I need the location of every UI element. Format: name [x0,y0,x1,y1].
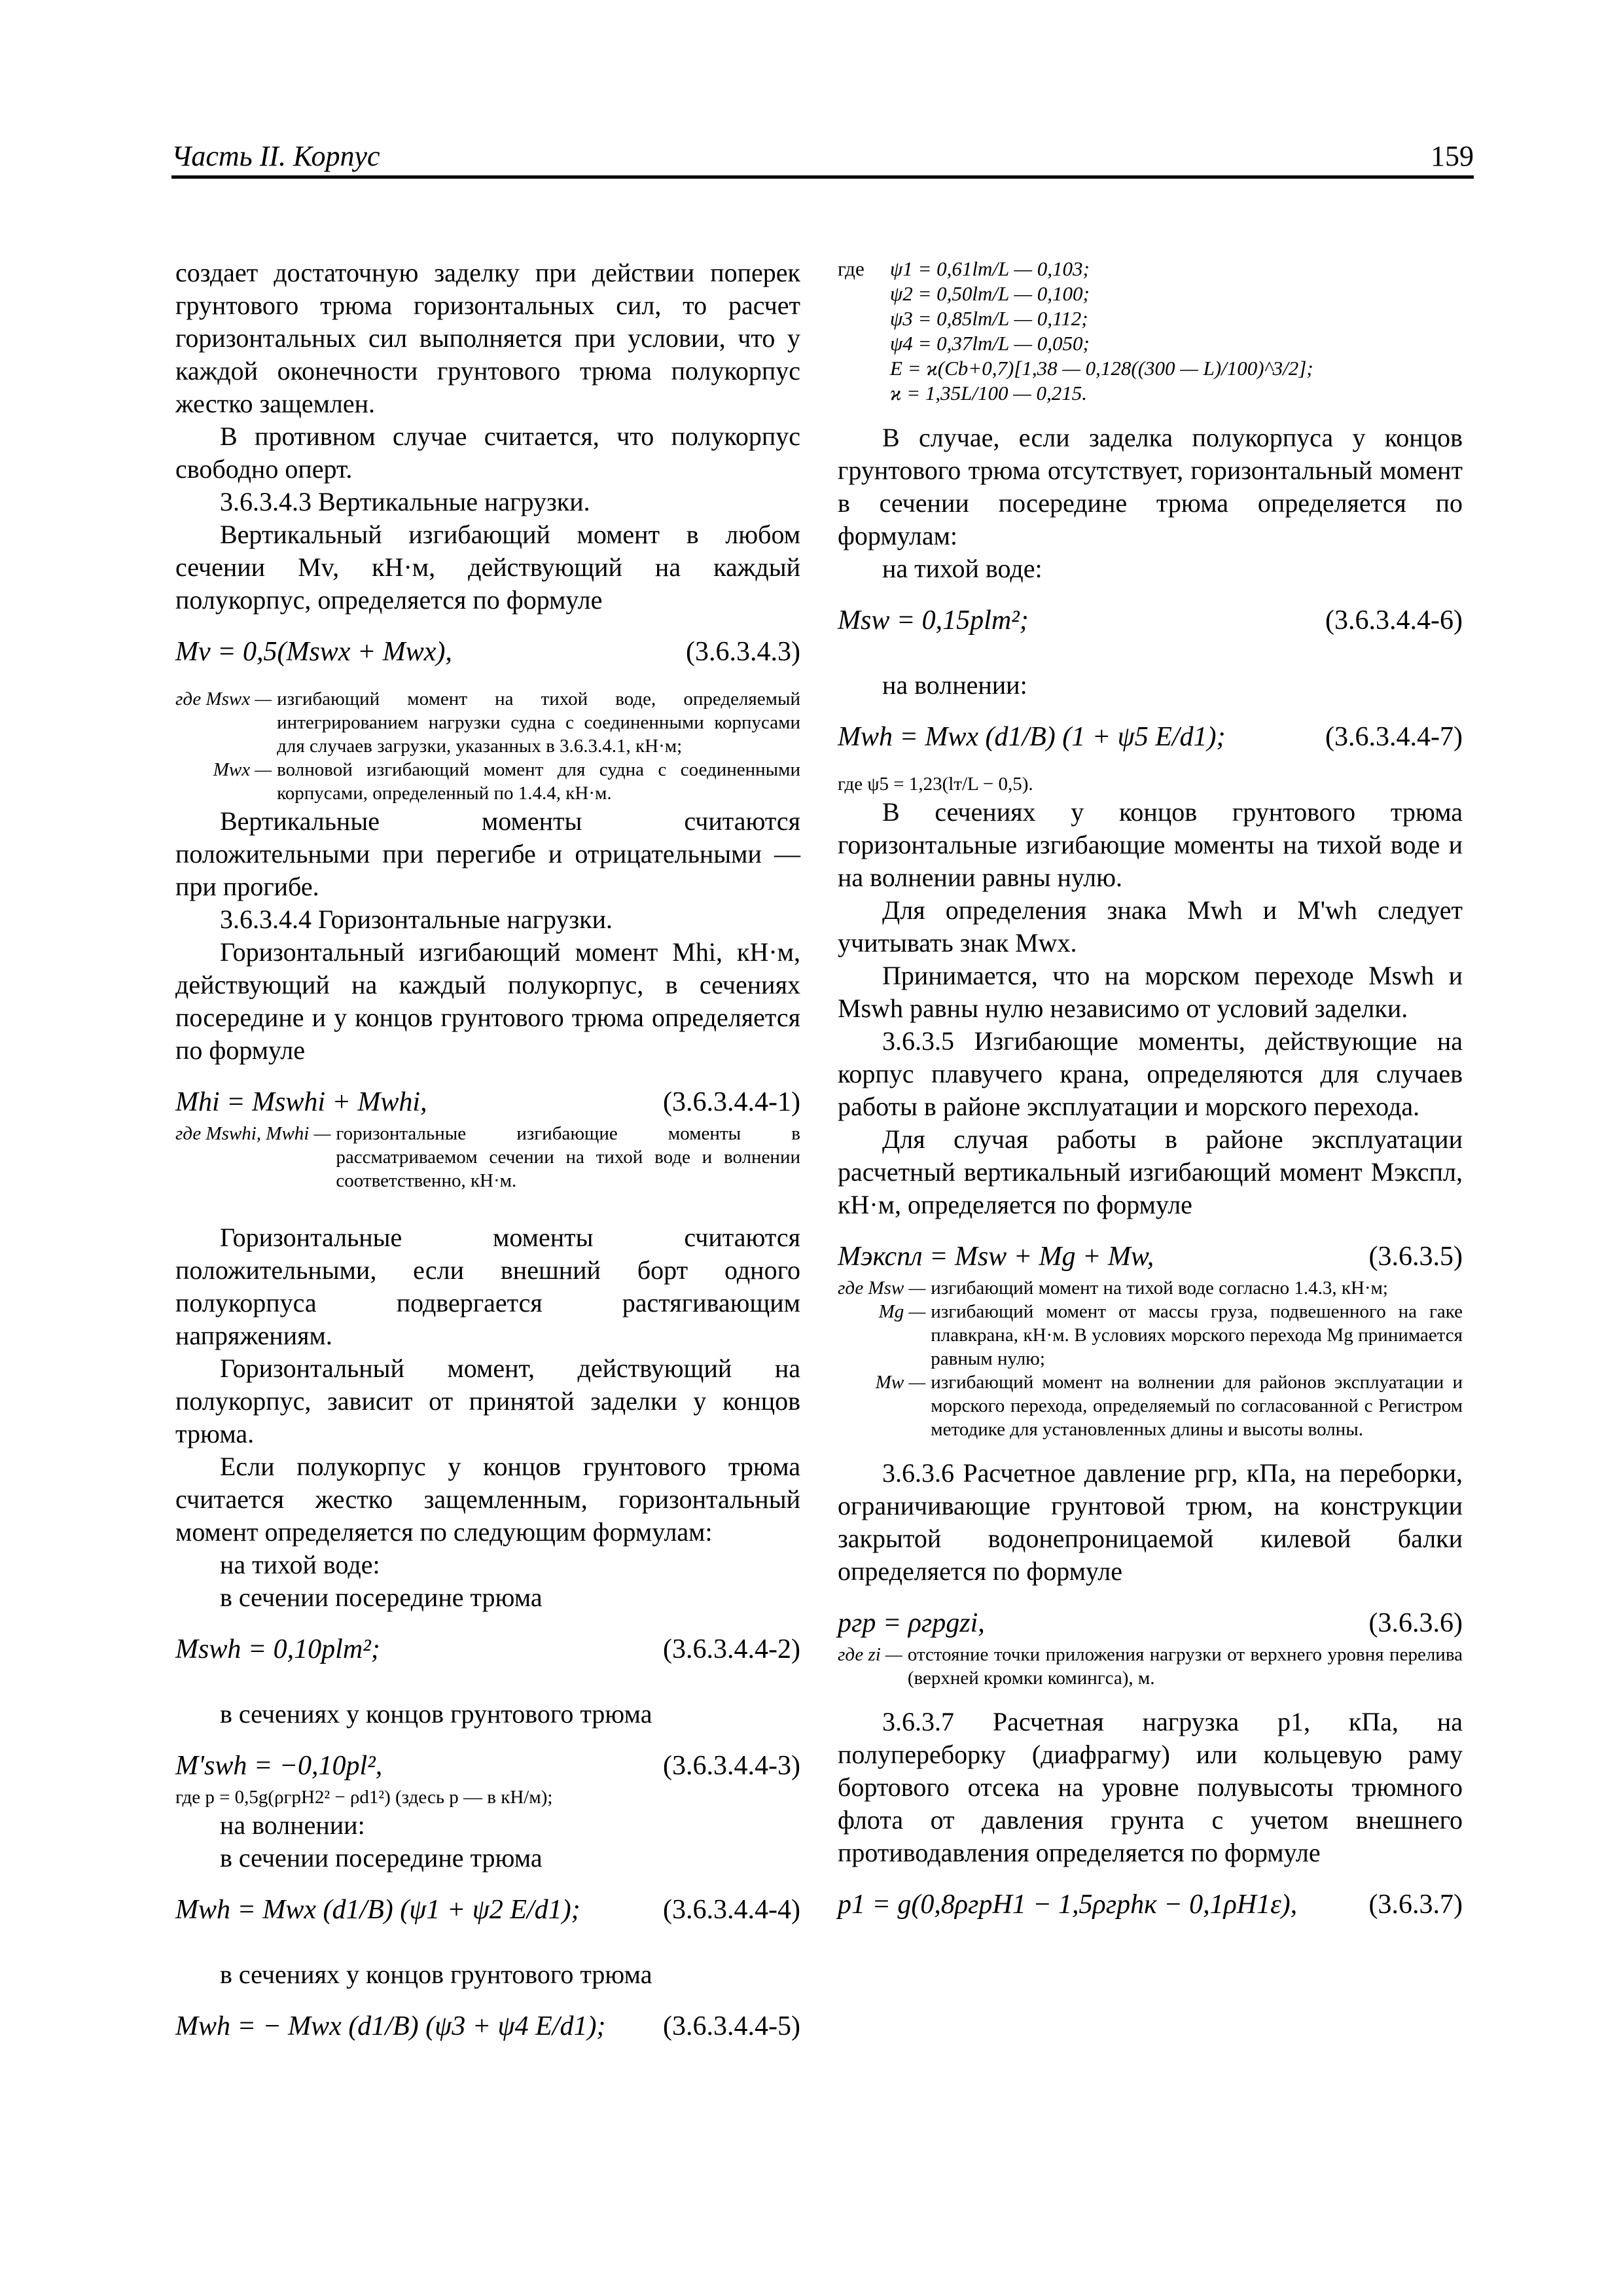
equation [175,1890,800,1929]
equation-number: (3.6.3.4.4-2) [663,1634,800,1664]
formula-note: где ψ5 = 1,23(lт/L − 0,5). [838,774,1033,795]
coefficient-line: ϰ = 1,35L/100 — 0,215. [890,382,1088,404]
equation-formula: Mэкспл = Msw + Mg + Mw, [838,1242,1154,1272]
equation [175,1746,800,1785]
equation [838,1885,1463,1924]
legend-text: изгибающий момент на тихой воде, определяемый интегрированием нагрузки судна с соединенными корпусами для случаев загрузки, указанных в 3.6.3.4.1, кН·м; [277,689,800,757]
legend-note [175,1122,800,1193]
section-heading: 3.6.3.7 Расчетная нагрузка p1, кПа, на полупереборку (диафрагму) или кольцевую раму бортового отсека на уровне полувысоты трюмного флота от давления грунта с учетом внешнего противодавления определяется по формуле [838,1707,1463,1867]
paragraph: Горизонтальные моменты считаются положительными, если внешний борт одного полукорпуса подвергается растягивающим напряжениям. [175,1223,800,1350]
legend-key: Mwx — [213,759,272,780]
equation [175,632,800,672]
legend-note [838,1276,1463,1441]
legend-text: изгибающий момент на тихой воде согласно 1.4.3, кН·м; [931,1278,1388,1299]
paragraph: в сечениях у концов грунтового трюма [220,1699,652,1729]
coefficient-line: E = ϰ(Cb+0,7)[1,38 — 0,128((300 — L)/100)^3/2]; [890,357,1313,380]
equation-formula: Mswh = 0,10plт²; [175,1634,380,1664]
equation-number: (3.6.3.6) [1368,1608,1463,1638]
equation-formula: Mwh = − Mwx (d1/B) (ψ3 + ψ4 E/d1); [175,2011,606,2041]
legend-key: где Mswx — [175,689,272,709]
paragraph: В случае, если заделка полукорпуса у концов грунтового трюма отсутствует, горизонтальный момент в сечении посередине трюма определяется по формулам: [838,423,1463,550]
paragraph: Принимается, что на морском переходе Mswh и Mswh равны нулю независимо от условий заделки. [838,961,1463,1023]
paragraph: на волнении: [220,1810,365,1840]
paragraph: в сечении посередине трюма [220,1843,543,1873]
paragraph: Горизонтальный момент, действующий на полукорпус, зависит от принятой заделки у концов трюма. [175,1354,800,1448]
equation [838,1604,1463,1643]
equation-number: (3.6.3.4.4-3) [663,1751,800,1781]
page-number: 159 [1431,140,1474,172]
equation [175,1083,800,1122]
paragraph: Горизонтальный изгибающий момент Mhi, кН·м, действующий на каждый полукорпус, в сечениях посередине и у концов грунтового трюма определяется по формуле [175,937,800,1065]
header-rule [171,175,1474,179]
equation [838,1237,1463,1276]
equation-number: (3.6.3.4.4-6) [1325,605,1463,636]
paragraph: создает достаточную заделку при действии поперек грунтового трюма горизонтальных сил, то расчет горизонтальных сил выполняется при условии, что у каждой оконечности грунтового трюма полукорпус жестко защемлен. [175,258,800,418]
paragraph: Для определения знака Mwh и M'wh следует учитывать знак Mwx. [838,895,1463,958]
paragraph: Вертикальные моменты считаются положительными при перегибе и отрицательными — при прогибе. [175,806,800,901]
paragraph: Если полукорпус у концов грунтового трюма считается жестко защемленным, горизонтальный момент определяется по следующим формулам: [175,1452,800,1547]
legend-note [175,687,800,805]
equation-number: (3.6.3.4.4-7) [1325,722,1463,752]
equation [175,2007,800,2046]
running-title: Часть II. Корпус [171,140,380,172]
equation-formula: Mwh = Mwx (d1/B) (1 + ψ5 E/d1); [838,722,1226,752]
legend-note [838,1643,1463,1690]
paragraph: на волнении: [882,670,1027,700]
equation-formula: M'swh = −0,10pl², [175,1751,383,1781]
paragraph: В противном случае считается, что полукорпус свободно оперт. [175,422,800,484]
equation [175,1630,800,1669]
legend-key: где Msw — [838,1278,926,1299]
equation-formula: Mv = 0,5(Mswx + Mwx), [175,637,452,667]
paragraph: на тихой воде: [220,1550,380,1579]
equation-number: (3.6.3.4.4-5) [663,2011,800,2041]
coefficient-line: ψ1 = 0,61lт/L — 0,103; [890,257,1090,280]
paragraph: на тихой воде: [882,554,1043,583]
equation-formula: pгр = ρгрgzi, [838,1608,985,1638]
equation [838,717,1463,757]
coefficient-line: ψ2 = 0,50lт/L — 0,100; [890,282,1090,305]
coefficient-definitions [838,257,1463,406]
legend-key: Mw — [875,1372,926,1393]
where-label: где [838,257,865,280]
equation-formula: p1 = g(0,8ρгрH1 − 1,5ρгрhк − 0,1ρH1ε), [838,1890,1298,1920]
paragraph: в сечении посередине трюма [220,1583,543,1612]
coefficient-line: ψ4 = 0,37lт/L — 0,050; [890,332,1090,355]
paragraph: Для случая работы в районе эксплуатации расчетный вертикальный изгибающий момент Mэкспл, кН·м, определяется по формуле [838,1124,1463,1219]
equation [838,601,1463,640]
right-column [838,257,1463,1924]
left-column [175,257,800,2046]
formula-note: где p = 0,5g(ρгрH2² − ρd1²) (здесь p — в кН/м); [175,1787,553,1808]
equation-formula: Msw = 0,15plт²; [838,605,1029,636]
paragraph: В сечениях у концов грунтового трюма горизонтальные изгибающие моменты на тихой воде и на волнении равны нулю. [838,797,1463,892]
section-heading: 3.6.3.4.3 Вертикальные нагрузки. [220,487,590,516]
legend-key: где zi — [838,1644,902,1665]
legend-key: Mg — [878,1301,926,1322]
section-heading: 3.6.3.6 Расчетное давление pгр, кПа, на переборки, ограничивающие грунтовой трюм, на конструкции закрытой водонепроницаемой килевой балки определяется по формуле [838,1458,1463,1586]
legend-text: изгибающий момент от массы груза, подвешенного на гаке плавкрана, кН·м. В условиях морского перехода Mg принимается равным нулю; [931,1301,1463,1369]
equation-number: (3.6.3.4.3) [686,637,800,667]
legend-text: горизонтальные изгибающие моменты в рассматриваемом сечении на тихой воде и волнении соответственно, кН·м. [336,1123,800,1191]
equation-formula: Mhi = Mswhi + Mwhi, [175,1087,427,1117]
equation-number: (3.6.3.4.4-1) [663,1087,800,1117]
coefficient-line: ψ3 = 0,85lт/L — 0,112; [890,307,1088,330]
legend-text: отстояние точки приложения нагрузки от верхнего уровня перелива (верхней кромки комингса), м. [907,1644,1463,1689]
paragraph: Вертикальный изгибающий момент в любом сечении Mv, кН·м, действующий на каждый полукорпус, определяется по формуле [175,520,800,615]
legend-text: волновой изгибающий момент для судна с соединенными корпусами, определенный по 1.4.4, кН·м. [277,759,800,804]
section-heading: 3.6.3.4.4 Горизонтальные нагрузки. [220,905,613,934]
paragraph: в сечениях у концов грунтового трюма [220,1960,652,1989]
equation-formula: Mwh = Mwx (d1/B) (ψ1 + ψ2 E/d1); [175,1895,580,1925]
legend-key: где Mswhi, Mwhi — [175,1123,331,1144]
equation-number: (3.6.3.7) [1368,1890,1463,1920]
section-heading: 3.6.3.5 Изгибающие моменты, действующие на корпус плавучего крана, определяются для случаев работы в районе эксплуатации и морского перехода. [838,1026,1463,1121]
equation-number: (3.6.3.4.4-4) [663,1895,800,1925]
legend-text: изгибающий момент на волнении для районов эксплуатации и морского перехода, определяемый по согласованной с Регистром методике для установленных длины и высоты волны. [931,1372,1463,1440]
equation-number: (3.6.3.5) [1368,1242,1463,1272]
